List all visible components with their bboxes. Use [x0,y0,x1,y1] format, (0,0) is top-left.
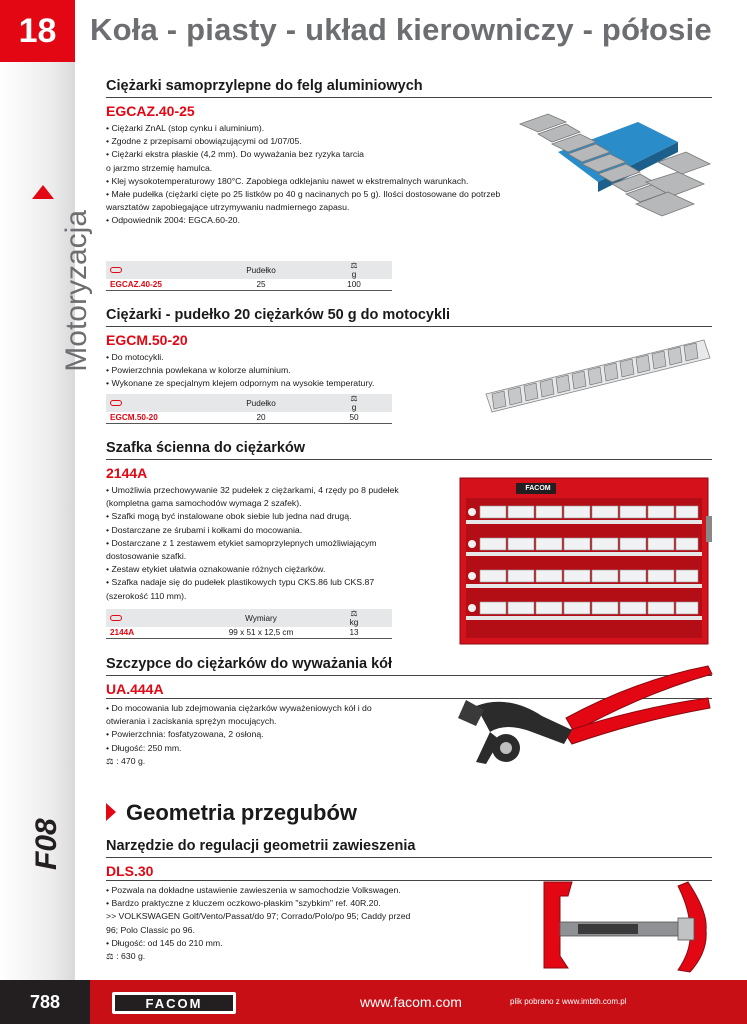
product-title: Narzędzie do regulacji geometrii zawieszenia [106,838,712,858]
chapter-number: 18 [0,0,75,62]
table-header: Pudełko [206,394,316,412]
product-title: Szafka ścienna do ciężarków [106,440,712,460]
bullet: 96; Polo Classic po 96. [106,924,195,935]
scale-icon: ⚖ [350,261,358,270]
scale-icon: ⚖ [350,609,358,618]
table-header-unit: g [351,270,357,279]
table-header-unit: kg [349,618,359,627]
product-title: Ciężarki - pudełko 20 ciężarków 50 g do motocykli [106,307,712,327]
product-ref: EGCAZ.40-25 [106,103,195,119]
bullet: • Wykonane ze specjalnym klejem odpornym na wysokie temperatury. [106,378,375,389]
bullet-list [106,122,526,228]
bullet: • Bardzo praktyczne z kluczem oczkowo-płaskim "szybkim" ref. 40R.20. [106,898,381,909]
bullet: (kompletna gama samochodów wymaga 2 szafek). [106,498,302,509]
product-ref: UA.444A [106,681,164,697]
facom-logo [112,992,236,1014]
section-heading [106,800,357,826]
ref-icon [110,267,122,273]
bullet: • Pozwala na dokładne ustawienie zawieszenia w samochodzie Volkswagen. [106,885,401,895]
bullet: ⚖ : 630 g. [106,951,146,962]
product-title: Ciężarki samoprzylepne do felg aluminiowych [106,78,712,98]
spec-table [106,394,392,424]
bullet: • Zgodne z przepisami obowiązującymi od 1/07/05. [106,136,302,147]
bullet: • Ciężarki ZnAL (stop cynku i aluminium). [106,123,265,133]
triangle-right-icon [106,803,116,821]
spec-table [106,609,392,639]
catalog-code: F08 [30,818,63,870]
table-header: Pudełko [206,261,316,279]
table-cell: 20 [256,412,266,422]
bullet: • Ciężarki ekstra płaskie (4,2 mm). Do wyważania bez ryzyka tarcia [106,149,364,160]
table-ref: EGCAZ.40-25 [110,279,162,289]
cabinet-logo: FACOM [525,485,551,492]
alignment-tool-image [538,872,716,976]
footer [0,980,747,1024]
table-cell: 25 [256,279,266,289]
triangle-up-icon [32,185,54,199]
table-header-unit: g [351,403,357,412]
spec-table [106,261,392,291]
table-ref: 2144A [110,627,135,637]
source-note: plik pobrano z www.imbth.com.pl [510,997,627,1006]
bullet: • Długość: od 145 do 210 mm. [106,937,223,948]
product-title: Szczypce do ciężarków do wyważania kół [106,656,712,676]
ref-icon [110,615,122,621]
bullet: o jarzmo strzemię hamulca. [106,162,213,173]
bullet-list [106,351,486,391]
bullet: • Dostarczane z 1 zestawem etykiet samoprzylepnych umożliwiającym [106,537,377,548]
bullet: • Szafki mogą być instalowane obok siebie lub jedna nad drugą. [106,511,352,522]
page-title: Koła - piasty - układ kierowniczy - półosie [90,12,712,47]
table-ref: EGCM.50-20 [110,412,158,422]
table-cell: 13 [349,627,359,637]
bullet: • Powierzchnia powlekana w kolorze aluminium. [106,365,291,376]
bullet: • Długość: 250 mm. [106,742,182,753]
bullet: • Powierzchnia: fosfatyzowana, 2 osłoną. [106,729,264,740]
section-heading-text: Geometria przegubów [126,800,358,825]
page-number: 788 [0,980,90,1024]
bullet: • Klej wysokotemperaturowy 180°C. Zapobiega odklejaniu nawet w ekstremalnych warunkach. [106,175,469,186]
product-ref: DLS.30 [106,863,154,879]
table-cell: 100 [347,279,361,289]
wall-cabinet-image [456,476,716,648]
bullet-list [106,484,446,603]
ref-icon [110,400,122,406]
product-ref: 2144A [106,465,148,481]
bullet-list [106,702,436,768]
bullet: ⚖ : 470 g. [106,755,146,766]
bullet: • Do mocowania lub zdejmowania ciężarków wyważeniowych kół i do [106,703,372,713]
table-cell: 50 [349,412,359,422]
bullet: >> VOLKSWAGEN Golf/Vento/Passat/do 97; Corrado/Polo/po 95; Caddy przed [106,911,411,922]
bullet: • Do motocykli. [106,352,164,362]
bullet: • Szafka nadaje się do pudełek plastikowych typu CKS.86 lub CKS.87 [106,577,375,588]
motorcycle-weights-image [484,336,712,418]
bullet: • Dostarczane ze śrubami i kołkami do mocowania. [106,524,303,535]
bullet: (szerokość 110 mm). [106,590,187,601]
bullet: dostosowanie szafki. [106,551,187,562]
wheel-weights-image [518,112,714,247]
section-label: Motoryzacja [60,210,93,372]
pliers-image [446,660,714,792]
scale-icon: ⚖ [350,394,358,403]
bullet: • Umożliwia przechowywanie 32 pudełek z ciężarkami, 4 rzędy po 8 pudełek [106,485,399,495]
table-cell: 99 x 51 x 12,5 cm [228,627,294,637]
bullet: • Odpowiednik 2004: EGCA.60-20. [106,215,240,226]
product-ref: EGCM.50-20 [106,332,188,348]
website-link[interactable]: www.facom.com [360,994,462,1010]
facom-logo-text: FACOM [115,995,233,1011]
table-header: Wymiary [206,609,316,627]
bullet-list [106,884,436,963]
bullet: • Małe pudełka (ciężarki cięte po 25 listków po 40 g nacinanych po 5 g). Ilości dostosowane do potrzeb [106,189,501,200]
bullet: otwierania i zaciskania sprężyn mocujących. [106,716,277,727]
bullet: • Zestaw etykiet ułatwia oznakowanie różnych ciężarków. [106,564,326,575]
bullet: warsztatów zapobiegające utrzymywaniu nadmiernego zapasu. [106,202,350,213]
